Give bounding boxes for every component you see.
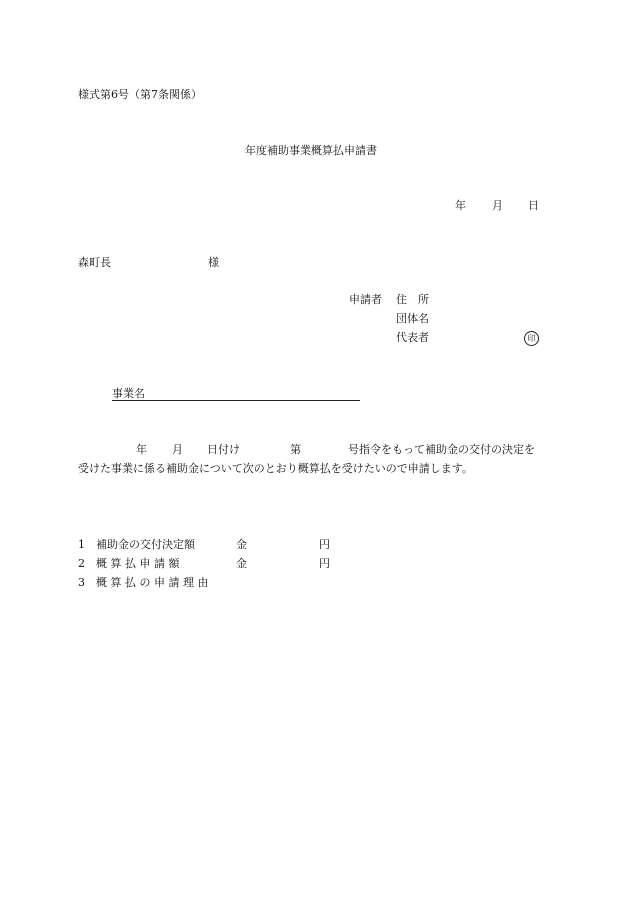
item-unit: 円 (319, 557, 330, 570)
item-number: 2 (78, 557, 85, 570)
applicant-label: 申請者 (349, 293, 382, 306)
item-label: 補助金の交付決定額 (96, 538, 195, 551)
body-month: 月 (172, 443, 183, 456)
date-month: 月 (492, 199, 503, 212)
seal-icon: 印 (524, 331, 539, 346)
applicant-org-label: 団体名 (396, 312, 429, 325)
item-label: 概 算 払 申 請 額 (96, 557, 180, 570)
item-number: 1 (78, 538, 85, 551)
project-name-label: 事業名 (112, 387, 145, 400)
date-year: 年 (455, 199, 466, 212)
addressee-honorific: 様 (208, 256, 219, 269)
body-dai: 第 (290, 443, 301, 456)
form-number: 様式第6号（第7条関係） (78, 88, 202, 101)
item-unit: 円 (319, 538, 330, 551)
addressee-name: 森町長 (78, 256, 111, 269)
applicant-address-label: 住 所 (396, 293, 429, 306)
body-line2: 受けた事業に係る補助金について次のとおり概算払を受けたいので申請します。 (78, 462, 473, 475)
body-dated: 日付け (207, 443, 240, 456)
body-year: 年 (136, 443, 147, 456)
body-line1-rest: 号指令をもって補助金の交付の決定を (348, 443, 535, 456)
date-day: 日 (528, 199, 539, 212)
item-prefix: 金 (236, 557, 247, 570)
item-label: 概 算 払 の 申 請 理 由 (96, 576, 209, 589)
document-title: 年度補助事業概算払申請書 (245, 144, 377, 157)
applicant-rep-label: 代表者 (396, 331, 429, 344)
project-name-underline (112, 400, 360, 401)
item-prefix: 金 (236, 538, 247, 551)
item-number: 3 (78, 576, 85, 589)
